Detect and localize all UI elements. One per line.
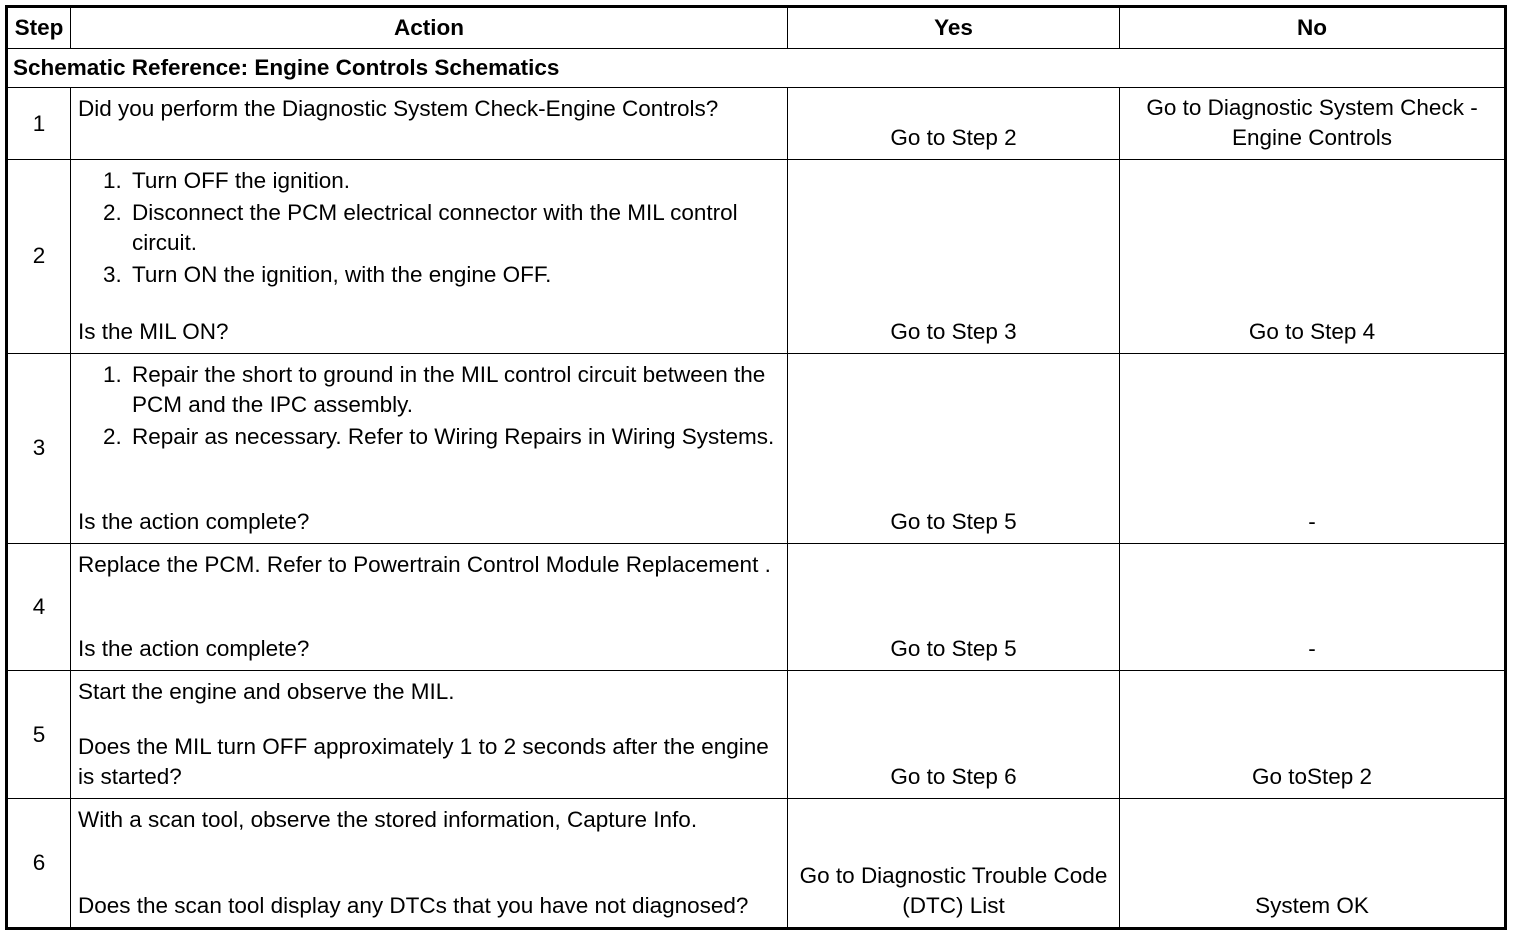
schematic-reference: Schematic Reference: Engine Controls Schematics — [7, 49, 1506, 88]
action-question: Does the MIL turn OFF approximately 1 to 2 seconds after the engine is started? — [78, 733, 769, 789]
action-steps-list — [78, 166, 781, 292]
action-intro: With a scan tool, observe the stored information, Capture Info. — [78, 806, 698, 832]
action-question: Is the action complete? — [78, 509, 310, 535]
action-cell — [71, 160, 788, 353]
step-number: 4 — [7, 544, 71, 671]
action-intro: Replace the PCM. Refer to Powertrain Control Module Replacement . — [78, 552, 771, 578]
diagnostic-table — [5, 5, 1507, 930]
action-question: Is the action complete? — [78, 636, 310, 662]
header-row — [7, 7, 1506, 49]
action-question: Does the scan tool display any DTCs that you have not diagnosed? — [78, 893, 749, 918]
yes-cell: Go to Step 6 — [788, 671, 1120, 798]
step-number: 3 — [7, 353, 71, 543]
no-cell: System OK — [1120, 798, 1506, 928]
action-cell — [71, 88, 788, 160]
action-step: 2. Repair as necessary. Refer to Wiring Repairs in Wiring Systems. — [128, 422, 781, 452]
header-no: No — [1120, 7, 1506, 49]
table-row — [7, 353, 1506, 543]
yes-cell: Go to Step 5 — [788, 544, 1120, 671]
table-row — [7, 160, 1506, 353]
no-cell: - — [1120, 544, 1506, 671]
action-step: 3. Turn ON the ignition, with the engine OFF. — [128, 260, 781, 290]
yes-cell: Go to Diagnostic Trouble Code (DTC) List — [788, 798, 1120, 928]
header-yes: Yes — [788, 7, 1120, 49]
action-step: 2. Disconnect the PCM electrical connector with the MIL control circuit. — [128, 198, 781, 258]
yes-cell: Go to Step 2 — [788, 88, 1120, 160]
table-row — [7, 671, 1506, 798]
action-cell — [71, 544, 788, 671]
action-intro: Did you perform the Diagnostic System Check-Engine Controls? — [78, 96, 719, 122]
no-cell: Go toStep 2 — [1120, 671, 1506, 798]
step-number: 5 — [7, 671, 71, 798]
table-row — [7, 544, 1506, 671]
action-steps-list — [78, 360, 781, 454]
schematic-reference-row — [7, 49, 1506, 88]
action-cell — [71, 798, 788, 928]
action-question: Is the MIL ON? — [78, 318, 229, 344]
action-step: 1. Turn OFF the ignition. — [128, 166, 781, 196]
header-action: Action — [71, 7, 788, 49]
header-step: Step — [7, 7, 71, 49]
step-number: 6 — [7, 798, 71, 928]
no-cell: Go to Diagnostic System Check - Engine Controls — [1120, 88, 1506, 160]
action-intro: Start the engine and observe the MIL. — [78, 679, 455, 705]
step-number: 2 — [7, 160, 71, 353]
action-cell — [71, 353, 788, 543]
step-number: 1 — [7, 88, 71, 160]
action-cell — [71, 671, 788, 798]
action-step: 1. Repair the short to ground in the MIL control circuit between the PCM and the IPC assembly. — [128, 360, 781, 420]
table-row — [7, 88, 1506, 160]
table-row — [7, 798, 1506, 928]
yes-cell: Go to Step 3 — [788, 160, 1120, 353]
yes-cell: Go to Step 5 — [788, 353, 1120, 543]
no-cell: Go to Step 4 — [1120, 160, 1506, 353]
no-cell: - — [1120, 353, 1506, 543]
